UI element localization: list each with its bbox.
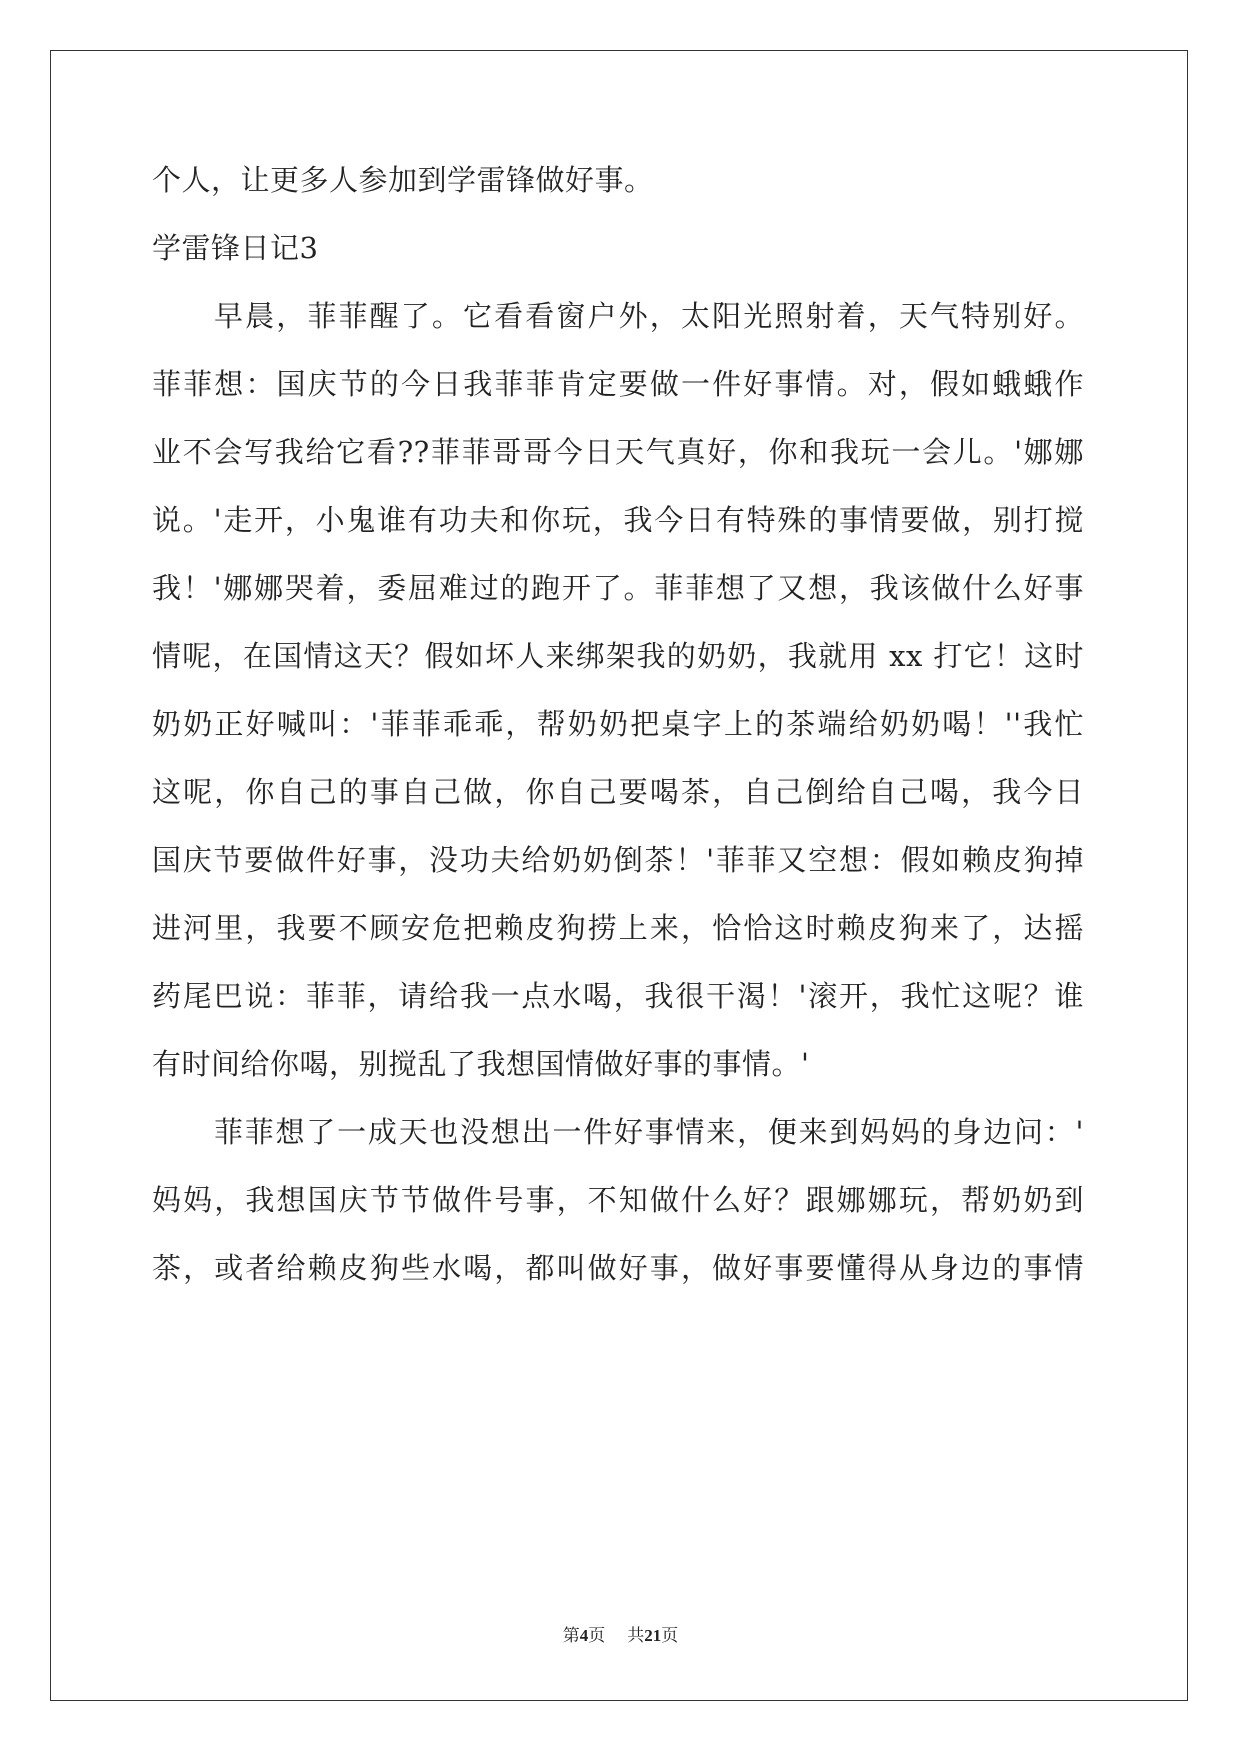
text-line: 国庆节要做件好事，没功夫给奶奶倒茶！'菲菲又空想：假如赖皮狗掉 [152, 843, 1084, 877]
paragraph-first-line: 早晨，菲菲醒了。它看看窗户外，太阳光照射着，天气特别好。 [214, 299, 1084, 333]
text-line: 药尾巴说：菲菲，请给我一点水喝，我很干渴！'滚开，我忙这呢？谁 [152, 979, 1084, 1013]
text-line: 菲菲想：国庆节的今日我菲菲肯定要做一件好事情。对，假如蛾蛾作 [152, 367, 1084, 401]
page-number: 4 [579, 1626, 589, 1645]
text-line: 茶，或者给赖皮狗些水喝，都叫做好事，做好事要懂得从身边的事情 [152, 1251, 1084, 1285]
page-footer [0, 1624, 1241, 1648]
text-line: 情呢，在国情这天？假如坏人来绑架我的奶奶，我就用 xx 打它！这时 [152, 639, 1084, 673]
text-line: 奶奶正好喊叫：'菲菲乖乖，帮奶奶把桌字上的茶端给奶奶喝！''我忙 [152, 707, 1084, 741]
total-pages: 21 [644, 1626, 662, 1645]
text-line: 进河里，我要不顾安危把赖皮狗捞上来，恰恰这时赖皮狗来了，达摇 [152, 911, 1084, 945]
text-line: 说。'走开，小鬼谁有功夫和你玩，我今日有特殊的事情要做，别打搅 [152, 503, 1084, 537]
total-prefix: 共 [627, 1626, 645, 1645]
text-line: 这呢，你自己的事自己做，你自己要喝茶，自己倒给自己喝，我今日 [152, 775, 1084, 809]
page-suffix: 页 [588, 1626, 606, 1645]
page-prefix: 第 [562, 1626, 580, 1645]
text-line: 我！'娜娜哭着，委屈难过的跑开了。菲菲想了又想，我该做什么好事 [152, 571, 1084, 605]
text-line: 妈妈，我想国庆节节做件号事，不知做什么好？跟娜娜玩，帮奶奶到 [152, 1183, 1084, 1217]
total-suffix: 页 [661, 1626, 679, 1645]
text-line: 个人，让更多人参加到学雷锋做好事。 [152, 163, 654, 197]
paragraph-last-line: 有时间给你喝，别搅乱了我想国情做好事的事情。' [152, 1047, 810, 1081]
section-heading: 学雷锋日记3 [152, 231, 319, 265]
text-line: 业不会写我给它看??菲菲哥哥今日天气真好，你和我玩一会儿。'娜娜 [152, 435, 1084, 469]
paragraph-first-line: 菲菲想了一成天也没想出一件好事情来，便来到妈妈的身边问：' [214, 1115, 1084, 1149]
